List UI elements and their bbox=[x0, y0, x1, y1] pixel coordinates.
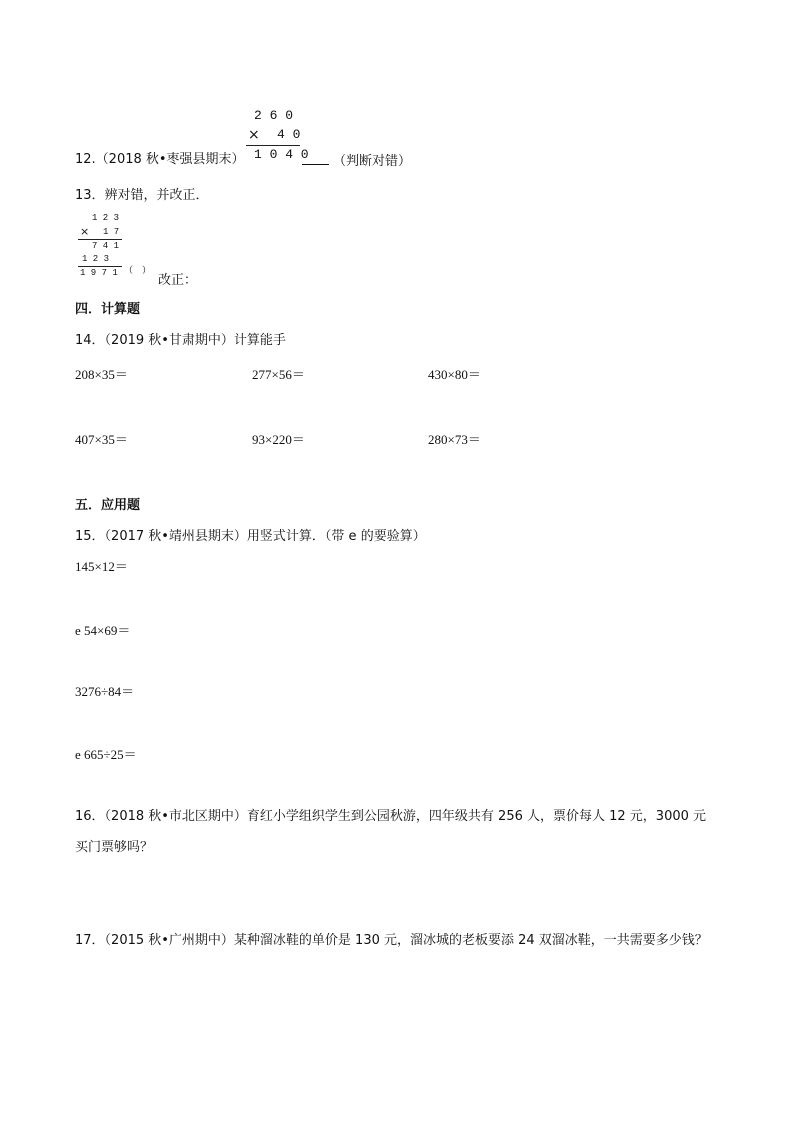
section-5-title: 五．应用题 bbox=[75, 498, 141, 513]
q13-operand-2: 1 7 bbox=[103, 227, 120, 237]
q15-item-2: e 54×69＝ bbox=[75, 623, 131, 638]
q14-item-5: 93×220＝ bbox=[252, 432, 305, 447]
q12-result: 1 0 4 0 bbox=[254, 147, 309, 162]
q13-operand-1: 1 2 3 bbox=[92, 213, 120, 223]
q12-label: 12.（2018 秋•枣强县期末） bbox=[75, 152, 245, 167]
q13-times-sign: × bbox=[80, 225, 90, 238]
q13-label: 13．辨对错，并改正． bbox=[75, 188, 209, 203]
q14-item-1: 208×35＝ bbox=[75, 367, 128, 382]
q13-partial-2: 1 2 3 bbox=[82, 254, 110, 264]
section-4-title: 四．计算题 bbox=[75, 302, 141, 317]
q12-suffix: （判断对错） bbox=[333, 154, 412, 169]
q13-result: 1 9 7 1 bbox=[80, 268, 118, 278]
q12-divider-line bbox=[246, 145, 300, 146]
q16-line-2: 买门票够吗？ bbox=[75, 840, 154, 855]
q14-label: 14．（2019 秋•甘肃期中）计算能手 bbox=[75, 333, 286, 348]
q12-operand-2: 4 0 bbox=[277, 127, 301, 142]
q17-text: 17．（2015 秋•广州期中）某种溜冰鞋的单价是 130 元，溜冰城的老板要添 24 双溜冰鞋，一共需要多少钱？ bbox=[75, 933, 708, 948]
q16-line-1: 16．（2018 秋•市北区期中）育红小学组织学生到公园秋游，四年级共有 256 人，票价每人 12 元，3000 元 bbox=[75, 809, 707, 824]
q14-item-6: 280×73＝ bbox=[428, 432, 481, 447]
q13-correct-label: 改正： bbox=[158, 273, 198, 288]
q12-answer-blank[interactable] bbox=[302, 152, 329, 165]
q13-divider-line-2 bbox=[78, 266, 122, 267]
q15-item-4: e 665÷25＝ bbox=[75, 747, 137, 762]
q14-item-3: 430×80＝ bbox=[428, 367, 481, 382]
q13-divider-line-1 bbox=[78, 239, 122, 240]
q12-answer-row bbox=[300, 152, 411, 170]
q14-item-2: 277×56＝ bbox=[252, 367, 305, 382]
q12-times-sign: × bbox=[248, 127, 260, 143]
q13-paren[interactable]: （ ） bbox=[124, 266, 152, 276]
q15-label: 15．（2017 秋•靖州县期末）用竖式计算．（带 e 的要验算） bbox=[75, 529, 426, 544]
q15-item-1: 145×12＝ bbox=[75, 559, 128, 574]
q14-item-4: 407×35＝ bbox=[75, 432, 128, 447]
q15-item-3: 3276÷84＝ bbox=[75, 684, 135, 699]
q13-partial-1: 7 4 1 bbox=[92, 241, 120, 251]
q12-operand-1: 2 6 0 bbox=[254, 108, 294, 123]
